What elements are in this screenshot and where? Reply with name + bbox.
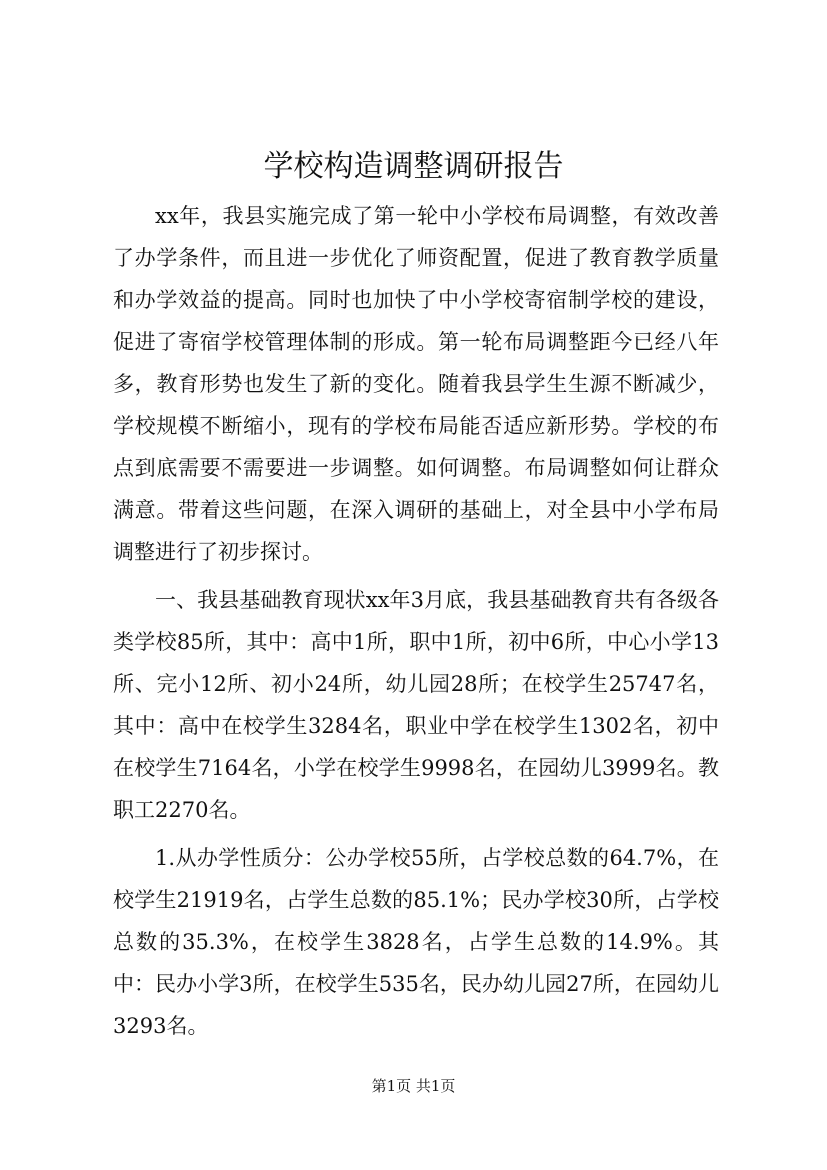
paragraph-section-one: 一、我县基础教育现状xx年3月底，我县基础教育共有各级各类学校85所，其中：高中1所，职中1所，初中6所，中心小学13所、完小12所、初小24所，幼儿园28所；在校学生25747名，其中：高中在校学生3284名，职业中学在校学生1302名，初中在校学生7164名，小学在校学生9998名，在园幼儿3999名。教职工2270名。 [113,588,719,822]
document-title: 学校构造调整调研报告 [263,149,564,184]
page-footer: 第1页 共1页 [371,1077,456,1095]
document-body [113,195,719,1053]
paragraph-intro: xx年，我县实施完成了第一轮中小学校布局调整，有效改善了办学条件，而且进一步优化了师资配置，促进了教育教学质量和办学效益的提高。同时也加快了中小学校寄宿制学校的建设，促进了寄宿学校管理体制的形成。第一轮布局调整距今已经八年多，教育形势也发生了新的变化。随着我县学生生源不断减少，学校规模不断缩小，现有的学校布局能否适应新形势。学校的布点到底需要不需要进一步调整。如何调整。布局调整如何让群众满意。带着这些问题，在深入调研的基础上，对全县中小学布局调整进行了初步探讨。 [113,204,719,564]
paragraph-school-nature: 1.从办学性质分：公办学校55所，占学校总数的64.7%，在校学生21919名，占学生总数的85.1%；民办学校30所，占学校总数的35.3%，在校学生3828名，占学生总数的14.9%。其中：民办小学3所，在校学生535名，民办幼儿园27所，在园幼儿3293名。 [113,846,719,1038]
